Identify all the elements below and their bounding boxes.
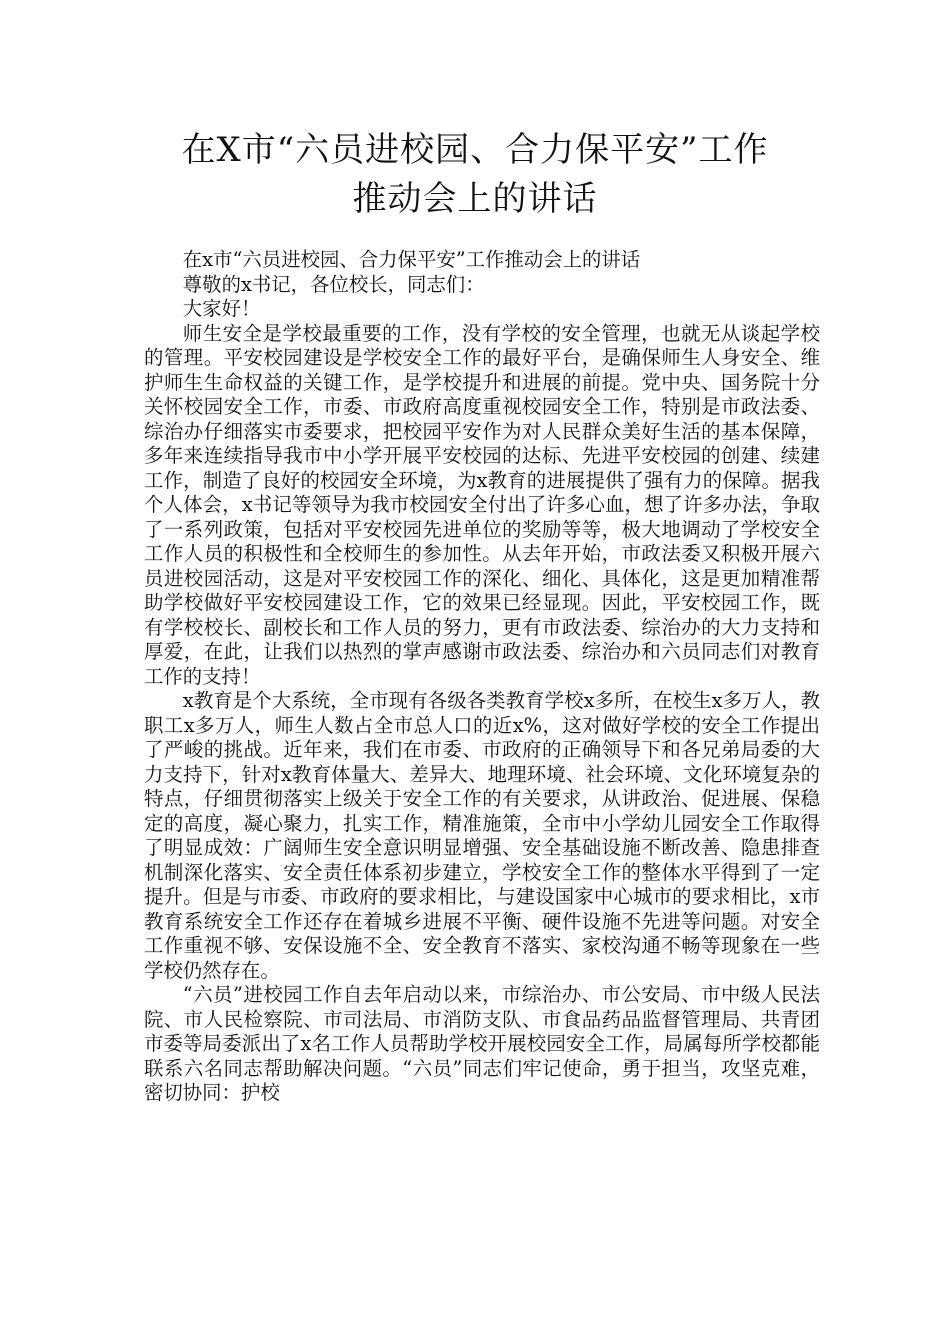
- document-title: [145, 126, 805, 224]
- body-paragraph-3: “六员”进校园工作自去年启动以来，市综治办、市公安局、市中级人民法院、市人民检察院、市司法局、市消防支队、市食品药品监督管理局、共青团市委等局委派出了x名工作人员帮助学校开展校园安全工作，局属每所学校都能联系六名同志帮助解决问题。“六员”同志们牢记使命，勇于担当，攻坚克难，密切协同：护校: [144, 983, 820, 1104]
- body-paragraph-1: 师生安全是学校最重要的工作，没有学校的安全管理，也就无从谈起学校的管理。平安校园建设是学校安全工作的最好平台，是确保师生人身安全、维护师生生命权益的关键工作，是学校提升和进展的前提。党中央、国务院十分关怀校园安全工作，市委、市政府高度重视校园安全工作，特别是市政法委、综治办仔细落实市委要求，把校园平安作为对人民群众美好生活的基本保障，多年来连续指导我市中小学开展平安校园的达标、先进平安校园的创建、续建工作，制造了良好的校园安全环境，为x教育的进展提供了强有力的保障。据我个人体会，x书记等领导为我市校园安全付出了许多心血，想了许多办法，争取了一系列政策，包括对平安校园先进单位的奖励等等，极大地调动了学校安全工作人员的积极性和全校师生的参加性。从去年开始，市政法委又积极开展六员进校园活动，这是对平安校园工作的深化、细化、具体化，这是更加精准帮助学校做好平安校园建设工作，它的效果已经显现。因此，平安校园工作，既有学校校长、副校长和工作人员的努力，更有市政法委、综治办的大力支持和厚爱，在此，让我们以热烈的掌声感谢市政法委、综治办和六员同志们对教育工作的支持！: [144, 321, 820, 688]
- subtitle-paragraph: 在x市“六员进校园、合力保平安”工作推动会上的讲话: [182, 248, 641, 271]
- title-line-2: 推动会上的讲话: [352, 179, 598, 219]
- greeting-paragraph: 大家好！: [182, 297, 261, 320]
- salutation-paragraph: 尊敬的x书记，各位校长，同志们：: [182, 272, 485, 296]
- document-body: [144, 248, 820, 1106]
- body-paragraph-2: x教育是个大系统，全市现有各级各类教育学校x多所，在校生x多万人，教职工x多万人，师生人数占全市总人口的近x%，这对做好学校的安全工作提出了严峻的挑战。近年来，我们在市委、市政府的正确领导下和各兄弟局委的大力支持下，针对x教育体量大、差异大、地理环境、社会环境、文化环境复杂的特点，仔细贯彻落实上级关于安全工作的有关要求，从讲政治、促进展、保稳定的高度，凝心聚力，扎实工作，精准施策，全市中小学幼儿园安全工作取得了明显成效：广阔师生安全意识明显增强、安全基础设施不断改善、隐患排查机制深化落实、安全责任体系初步建立，学校安全工作的整体水平得到了一定提升。但是与市委、市政府的要求相比，与建设国家中心城市的要求相比，x市教育系统安全工作还存在着城乡进展不平衡、硬件设施不先进等问题。对安全工作重视不够、安保设施不全、安全教育不落实、家校沟通不畅等现象在一些学校仍然存在。: [144, 689, 820, 982]
- title-line-1: 在X市“六员进校园、合力保平安”工作: [181, 130, 769, 170]
